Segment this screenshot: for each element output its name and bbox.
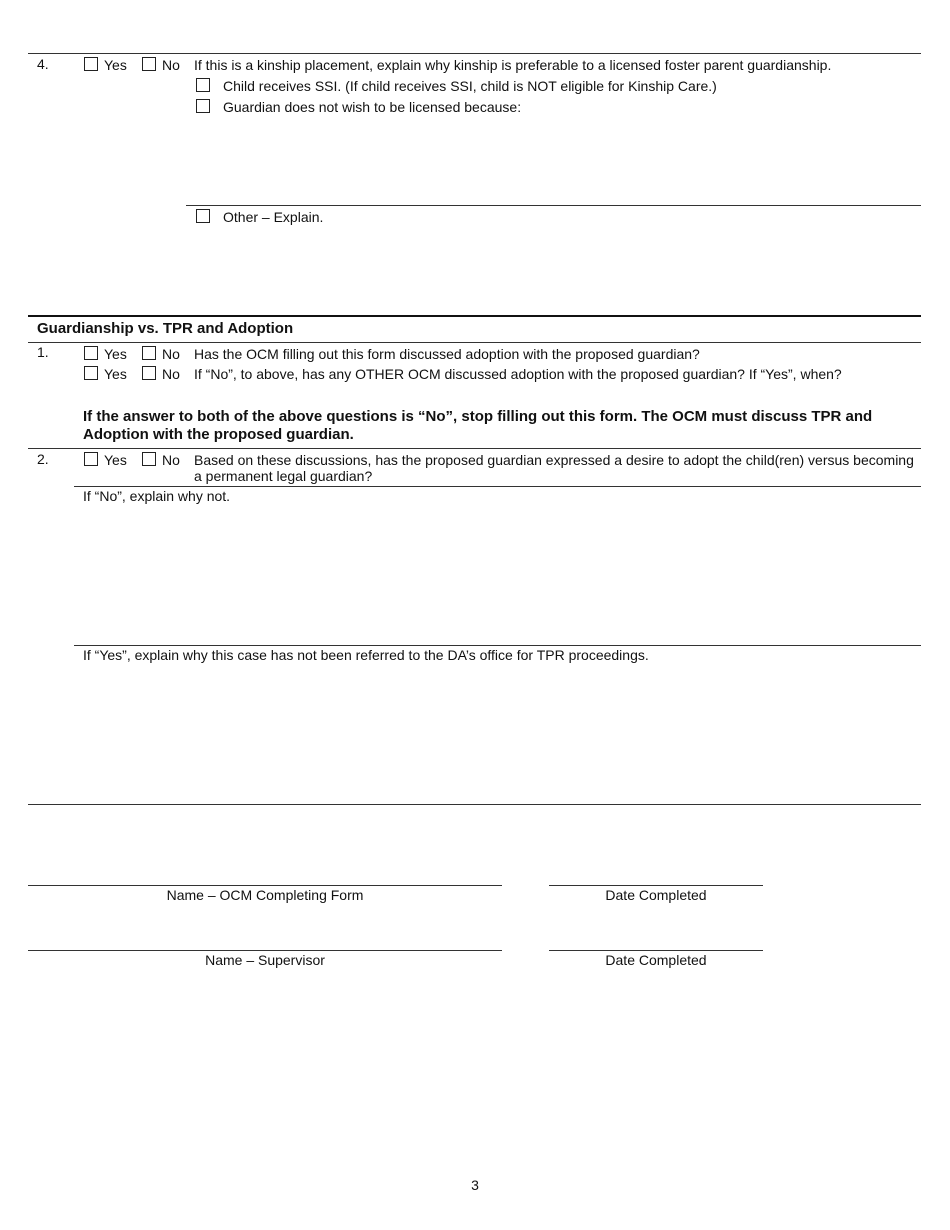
- page-number: 3: [471, 1177, 479, 1193]
- q1b-no-label: No: [162, 366, 180, 382]
- supervisor-name-line[interactable]: [28, 950, 502, 951]
- q2-yes-label: Yes: [104, 452, 127, 468]
- section-top-rule: [28, 315, 921, 317]
- section-title: Guardianship vs. TPR and Adoption: [37, 320, 294, 337]
- section-end-rule: [28, 804, 921, 805]
- q4-not-licensed-label: Guardian does not wish to be licensed because:: [223, 99, 522, 115]
- q4-ssi-label: Child receives SSI. (If child receives SSI, child is NOT eligible for Kinship Care.): [223, 78, 717, 94]
- q1a-no-label: No: [162, 346, 180, 362]
- q4-number: 4.: [37, 56, 49, 72]
- ocm-date-label: Date Completed: [605, 887, 707, 903]
- q1b-no-checkbox[interactable]: [142, 366, 156, 380]
- q1b-yes-checkbox[interactable]: [84, 366, 98, 380]
- q2-no-checkbox[interactable]: [142, 452, 156, 466]
- q2-if-yes-rule: [74, 645, 921, 646]
- supervisor-date-label: Date Completed: [605, 952, 707, 968]
- q4-other-label: Other – Explain.: [223, 209, 324, 225]
- q4-no-checkbox[interactable]: [142, 57, 156, 71]
- q2-if-no-field[interactable]: [83, 506, 919, 642]
- q1b-yes-label: Yes: [104, 366, 127, 382]
- q2-if-yes-field[interactable]: [83, 665, 919, 801]
- ocm-date-line[interactable]: [549, 885, 763, 886]
- q2-if-yes-label: If “Yes”, explain why this case has not been referred to the DA’s office for TPR proceedings.: [83, 647, 649, 663]
- q1b-question: If “No”, to above, has any OTHER OCM discussed adoption with the proposed guardian? If “Yes”, when?: [194, 366, 842, 382]
- q2-answer-rule: [74, 486, 921, 487]
- q4-ssi-checkbox[interactable]: [196, 78, 210, 92]
- q2-number: 2.: [37, 451, 49, 467]
- q4-yes-label: Yes: [104, 57, 127, 73]
- top-rule: [28, 53, 921, 54]
- q1a-yes-label: Yes: [104, 346, 127, 362]
- q4-yes-checkbox[interactable]: [84, 57, 98, 71]
- stop-note: If the answer to both of the above questions is “No”, stop filling out this form. The OCM must discuss TPR and Adoption with the proposed guardian.: [83, 408, 873, 443]
- q4-other-checkbox[interactable]: [196, 209, 210, 223]
- section-bottom-rule: [28, 342, 921, 343]
- q4-no-label: No: [162, 57, 180, 73]
- q2-yes-checkbox[interactable]: [84, 452, 98, 466]
- q4-not-licensed-checkbox[interactable]: [196, 99, 210, 113]
- q1-number: 1.: [37, 344, 49, 360]
- ocm-name-line[interactable]: [28, 885, 502, 886]
- q2-top-rule: [28, 448, 921, 449]
- q4-question: If this is a kinship placement, explain why kinship is preferable to a licensed foster parent guardianship.: [194, 57, 832, 73]
- q4-explain-rule: [186, 205, 921, 206]
- ocm-name-label: Name – OCM Completing Form: [166, 887, 364, 903]
- q1a-question: Has the OCM filling out this form discussed adoption with the proposed guardian?: [194, 346, 700, 362]
- q2-no-label: No: [162, 452, 180, 468]
- q2-if-no-label: If “No”, explain why not.: [83, 488, 231, 504]
- q2-question: Based on these discussions, has the proposed guardian expressed a desire to adopt the child(ren) versus becoming a permanent legal guardian?: [194, 452, 914, 484]
- q1a-no-checkbox[interactable]: [142, 346, 156, 360]
- q1a-yes-checkbox[interactable]: [84, 346, 98, 360]
- supervisor-date-line[interactable]: [549, 950, 763, 951]
- supervisor-name-label: Name – Supervisor: [205, 952, 325, 968]
